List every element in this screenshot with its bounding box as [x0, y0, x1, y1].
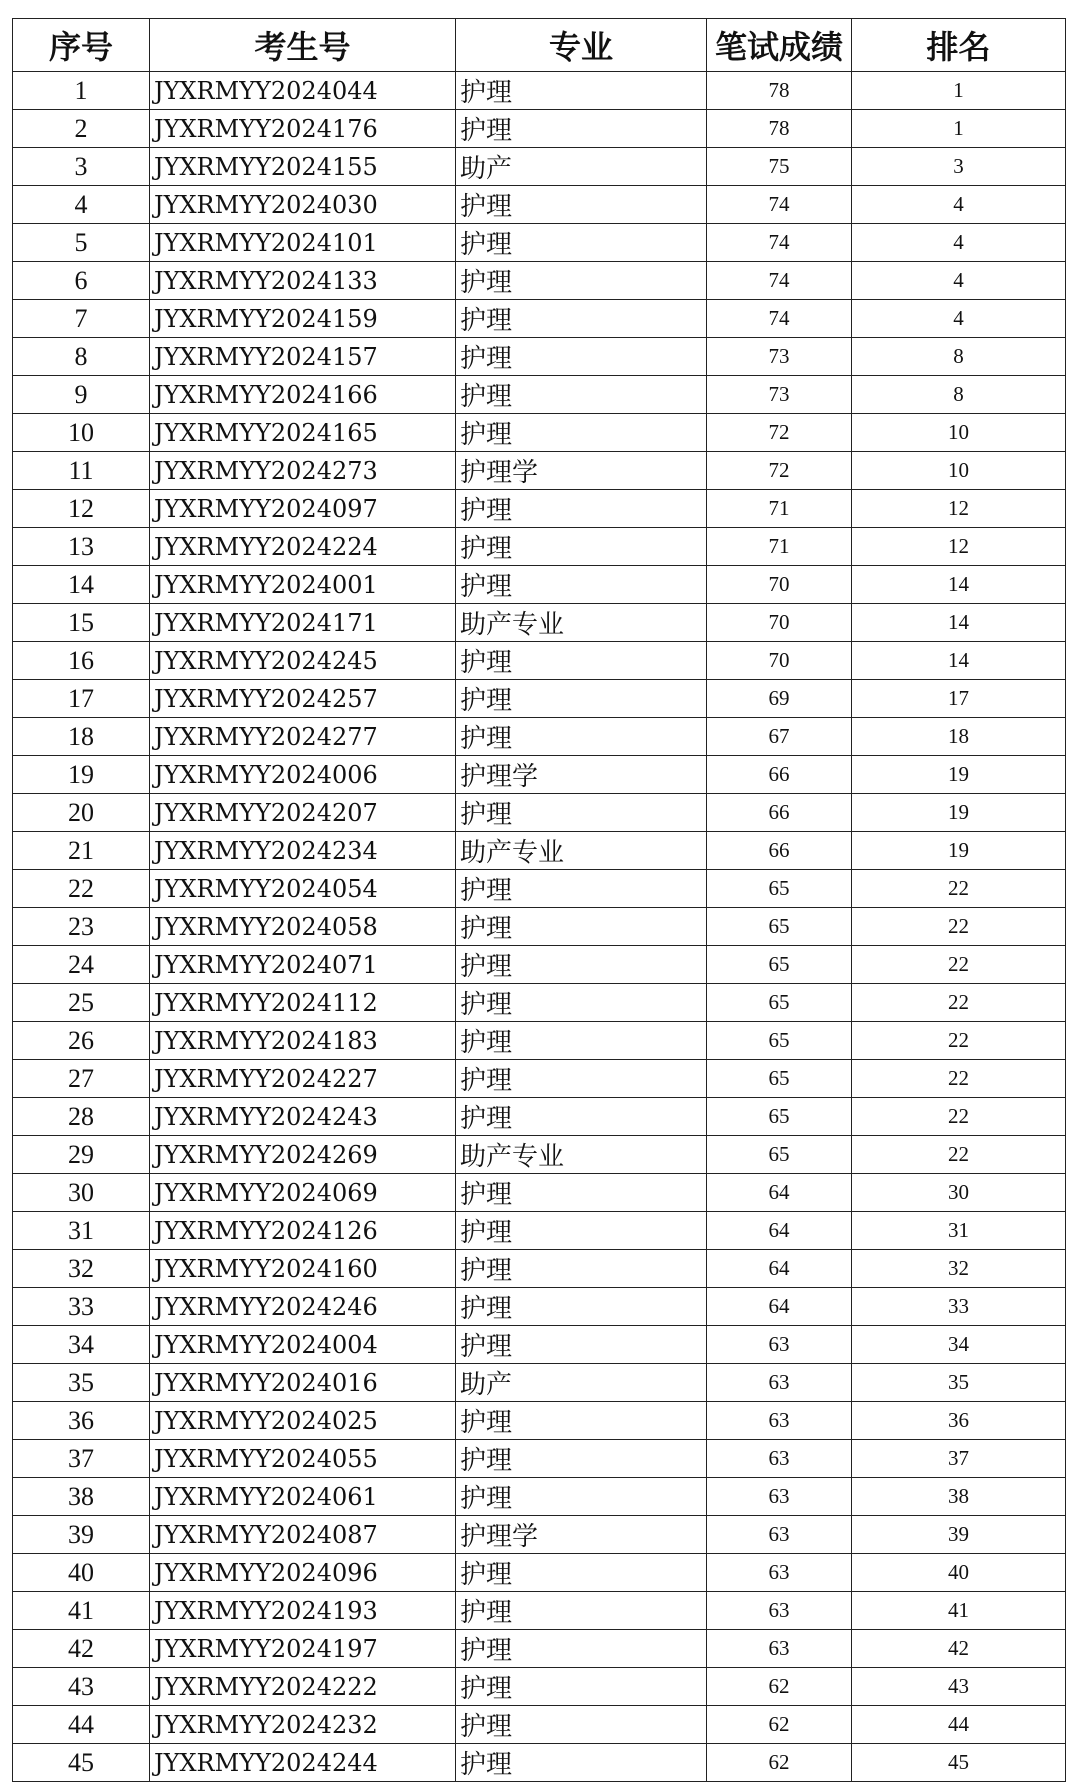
cell-score: 63: [707, 1402, 852, 1440]
cell-score: 63: [707, 1440, 852, 1478]
cell-rank: 19: [852, 832, 1066, 870]
cell-score: 65: [707, 1136, 852, 1174]
cell-rank: 35: [852, 1364, 1066, 1402]
cell-rank: 34: [852, 1326, 1066, 1364]
cell-score: 63: [707, 1478, 852, 1516]
cell-score: 63: [707, 1516, 852, 1554]
cell-seq: 16: [13, 642, 150, 680]
cell-rank: 17: [852, 680, 1066, 718]
cell-major: 护理: [456, 300, 707, 338]
cell-score: 78: [707, 72, 852, 110]
cell-rank: 45: [852, 1744, 1066, 1782]
cell-major: 护理: [456, 186, 707, 224]
cell-major: 护理: [456, 1022, 707, 1060]
cell-candidate-id: JYXRMYY2024058: [150, 908, 456, 946]
table-row: [13, 110, 1066, 148]
cell-candidate-id: JYXRMYY2024207: [150, 794, 456, 832]
cell-major: 护理: [456, 794, 707, 832]
cell-score: 65: [707, 870, 852, 908]
cell-score: 71: [707, 528, 852, 566]
cell-candidate-id: JYXRMYY2024245: [150, 642, 456, 680]
cell-rank: 22: [852, 1022, 1066, 1060]
cell-score: 64: [707, 1212, 852, 1250]
cell-major: 护理: [456, 680, 707, 718]
table-row: [13, 1744, 1066, 1782]
cell-score: 70: [707, 642, 852, 680]
cell-rank: 41: [852, 1592, 1066, 1630]
cell-rank: 22: [852, 984, 1066, 1022]
cell-major: 护理学: [456, 1516, 707, 1554]
table-row: [13, 452, 1066, 490]
cell-seq: 7: [13, 300, 150, 338]
table-row: [13, 148, 1066, 186]
cell-major: 护理: [456, 262, 707, 300]
cell-candidate-id: JYXRMYY2024101: [150, 224, 456, 262]
cell-candidate-id: JYXRMYY2024166: [150, 376, 456, 414]
cell-candidate-id: JYXRMYY2024160: [150, 1250, 456, 1288]
cell-score: 75: [707, 148, 852, 186]
cell-major: 助产专业: [456, 832, 707, 870]
cell-candidate-id: JYXRMYY2024054: [150, 870, 456, 908]
cell-major: 护理: [456, 1668, 707, 1706]
cell-major: 护理: [456, 1440, 707, 1478]
cell-candidate-id: JYXRMYY2024222: [150, 1668, 456, 1706]
table-row: [13, 1212, 1066, 1250]
cell-score: 73: [707, 376, 852, 414]
cell-seq: 38: [13, 1478, 150, 1516]
cell-rank: 19: [852, 756, 1066, 794]
cell-score: 74: [707, 262, 852, 300]
cell-score: 67: [707, 718, 852, 756]
cell-seq: 17: [13, 680, 150, 718]
cell-seq: 13: [13, 528, 150, 566]
cell-rank: 8: [852, 338, 1066, 376]
cell-major: 护理: [456, 1288, 707, 1326]
cell-candidate-id: JYXRMYY2024006: [150, 756, 456, 794]
cell-rank: 22: [852, 1098, 1066, 1136]
cell-seq: 12: [13, 490, 150, 528]
cell-seq: 29: [13, 1136, 150, 1174]
cell-major: 护理: [456, 1744, 707, 1782]
cell-major: 护理: [456, 566, 707, 604]
cell-major: 护理: [456, 1098, 707, 1136]
table-row: [13, 984, 1066, 1022]
cell-major: 护理: [456, 1402, 707, 1440]
cell-seq: 40: [13, 1554, 150, 1592]
cell-rank: 18: [852, 718, 1066, 756]
cell-score: 69: [707, 680, 852, 718]
cell-candidate-id: JYXRMYY2024112: [150, 984, 456, 1022]
score-table: [12, 18, 1066, 1782]
cell-major: 护理: [456, 908, 707, 946]
header-candidate-id: 考生号: [150, 19, 456, 72]
table-row: [13, 1022, 1066, 1060]
table-row: [13, 1288, 1066, 1326]
cell-score: 66: [707, 832, 852, 870]
header-row: [13, 19, 1066, 72]
cell-score: 65: [707, 1022, 852, 1060]
cell-rank: 22: [852, 946, 1066, 984]
cell-seq: 4: [13, 186, 150, 224]
cell-major: 护理: [456, 1592, 707, 1630]
cell-seq: 9: [13, 376, 150, 414]
table-row: [13, 680, 1066, 718]
cell-seq: 45: [13, 1744, 150, 1782]
cell-score: 66: [707, 756, 852, 794]
table-row: [13, 262, 1066, 300]
cell-rank: 22: [852, 870, 1066, 908]
cell-rank: 14: [852, 642, 1066, 680]
cell-score: 72: [707, 452, 852, 490]
cell-candidate-id: JYXRMYY2024016: [150, 1364, 456, 1402]
table-row: [13, 756, 1066, 794]
cell-rank: 37: [852, 1440, 1066, 1478]
cell-candidate-id: JYXRMYY2024157: [150, 338, 456, 376]
cell-seq: 37: [13, 1440, 150, 1478]
cell-seq: 19: [13, 756, 150, 794]
cell-major: 护理: [456, 1174, 707, 1212]
cell-seq: 10: [13, 414, 150, 452]
cell-major: 护理: [456, 642, 707, 680]
cell-rank: 4: [852, 262, 1066, 300]
cell-score: 64: [707, 1174, 852, 1212]
cell-candidate-id: JYXRMYY2024246: [150, 1288, 456, 1326]
cell-candidate-id: JYXRMYY2024224: [150, 528, 456, 566]
cell-seq: 43: [13, 1668, 150, 1706]
cell-candidate-id: JYXRMYY2024071: [150, 946, 456, 984]
cell-seq: 24: [13, 946, 150, 984]
cell-candidate-id: JYXRMYY2024171: [150, 604, 456, 642]
cell-rank: 12: [852, 528, 1066, 566]
cell-score: 63: [707, 1592, 852, 1630]
cell-candidate-id: JYXRMYY2024244: [150, 1744, 456, 1782]
table-row: [13, 1136, 1066, 1174]
cell-candidate-id: JYXRMYY2024097: [150, 490, 456, 528]
table-row: [13, 1364, 1066, 1402]
cell-candidate-id: JYXRMYY2024165: [150, 414, 456, 452]
cell-seq: 42: [13, 1630, 150, 1668]
cell-rank: 3: [852, 148, 1066, 186]
cell-score: 72: [707, 414, 852, 452]
cell-rank: 4: [852, 224, 1066, 262]
table-row: [13, 1630, 1066, 1668]
table-row: [13, 1250, 1066, 1288]
cell-score: 64: [707, 1250, 852, 1288]
cell-rank: 30: [852, 1174, 1066, 1212]
cell-seq: 36: [13, 1402, 150, 1440]
cell-score: 65: [707, 908, 852, 946]
cell-score: 78: [707, 110, 852, 148]
cell-major: 助产专业: [456, 604, 707, 642]
cell-rank: 12: [852, 490, 1066, 528]
cell-major: 护理: [456, 72, 707, 110]
table-row: [13, 1174, 1066, 1212]
cell-seq: 2: [13, 110, 150, 148]
cell-candidate-id: JYXRMYY2024044: [150, 72, 456, 110]
cell-seq: 18: [13, 718, 150, 756]
table-row: [13, 1668, 1066, 1706]
cell-seq: 35: [13, 1364, 150, 1402]
table-row: [13, 642, 1066, 680]
cell-candidate-id: JYXRMYY2024273: [150, 452, 456, 490]
cell-rank: 1: [852, 110, 1066, 148]
table-row: [13, 338, 1066, 376]
table-row: [13, 1516, 1066, 1554]
table-row: [13, 1554, 1066, 1592]
header-score: 笔试成绩: [707, 19, 852, 72]
cell-major: 助产专业: [456, 1136, 707, 1174]
table-row: [13, 1592, 1066, 1630]
cell-major: 护理: [456, 1250, 707, 1288]
cell-score: 66: [707, 794, 852, 832]
cell-seq: 26: [13, 1022, 150, 1060]
cell-candidate-id: JYXRMYY2024004: [150, 1326, 456, 1364]
cell-rank: 22: [852, 1060, 1066, 1098]
cell-major: 护理: [456, 338, 707, 376]
cell-candidate-id: JYXRMYY2024126: [150, 1212, 456, 1250]
cell-major: 护理: [456, 1554, 707, 1592]
cell-seq: 25: [13, 984, 150, 1022]
cell-major: 助产: [456, 148, 707, 186]
cell-major: 护理: [456, 224, 707, 262]
table-row: [13, 604, 1066, 642]
cell-rank: 33: [852, 1288, 1066, 1326]
table-row: [13, 528, 1066, 566]
cell-rank: 32: [852, 1250, 1066, 1288]
cell-major: 护理学: [456, 452, 707, 490]
cell-candidate-id: JYXRMYY2024257: [150, 680, 456, 718]
cell-score: 64: [707, 1288, 852, 1326]
cell-seq: 11: [13, 452, 150, 490]
cell-rank: 14: [852, 566, 1066, 604]
cell-candidate-id: JYXRMYY2024227: [150, 1060, 456, 1098]
cell-seq: 6: [13, 262, 150, 300]
cell-seq: 20: [13, 794, 150, 832]
header-seq: 序号: [13, 19, 150, 72]
cell-score: 62: [707, 1706, 852, 1744]
table-row: [13, 1440, 1066, 1478]
cell-candidate-id: JYXRMYY2024183: [150, 1022, 456, 1060]
cell-candidate-id: JYXRMYY2024025: [150, 1402, 456, 1440]
cell-seq: 33: [13, 1288, 150, 1326]
cell-candidate-id: JYXRMYY2024243: [150, 1098, 456, 1136]
cell-major: 护理: [456, 110, 707, 148]
cell-seq: 31: [13, 1212, 150, 1250]
cell-seq: 3: [13, 148, 150, 186]
table-row: [13, 1478, 1066, 1516]
cell-rank: 22: [852, 1136, 1066, 1174]
cell-major: 护理: [456, 718, 707, 756]
cell-candidate-id: JYXRMYY2024159: [150, 300, 456, 338]
cell-rank: 8: [852, 376, 1066, 414]
cell-candidate-id: JYXRMYY2024096: [150, 1554, 456, 1592]
cell-rank: 10: [852, 452, 1066, 490]
cell-major: 护理: [456, 946, 707, 984]
cell-rank: 39: [852, 1516, 1066, 1554]
cell-score: 65: [707, 1098, 852, 1136]
cell-candidate-id: JYXRMYY2024069: [150, 1174, 456, 1212]
cell-candidate-id: JYXRMYY2024030: [150, 186, 456, 224]
cell-score: 74: [707, 186, 852, 224]
cell-seq: 32: [13, 1250, 150, 1288]
cell-score: 63: [707, 1326, 852, 1364]
cell-rank: 43: [852, 1668, 1066, 1706]
header-major: 专业: [456, 19, 707, 72]
cell-score: 63: [707, 1554, 852, 1592]
cell-rank: 14: [852, 604, 1066, 642]
cell-seq: 23: [13, 908, 150, 946]
cell-major: 护理: [456, 870, 707, 908]
cell-seq: 22: [13, 870, 150, 908]
cell-seq: 39: [13, 1516, 150, 1554]
cell-seq: 44: [13, 1706, 150, 1744]
cell-major: 护理: [456, 414, 707, 452]
cell-rank: 40: [852, 1554, 1066, 1592]
cell-candidate-id: JYXRMYY2024269: [150, 1136, 456, 1174]
cell-candidate-id: JYXRMYY2024193: [150, 1592, 456, 1630]
cell-score: 62: [707, 1744, 852, 1782]
cell-candidate-id: JYXRMYY2024055: [150, 1440, 456, 1478]
cell-score: 63: [707, 1364, 852, 1402]
cell-seq: 5: [13, 224, 150, 262]
table-row: [13, 414, 1066, 452]
cell-candidate-id: JYXRMYY2024197: [150, 1630, 456, 1668]
cell-candidate-id: JYXRMYY2024277: [150, 718, 456, 756]
table-row: [13, 186, 1066, 224]
cell-major: 护理: [456, 1630, 707, 1668]
table-row: [13, 908, 1066, 946]
cell-major: 护理: [456, 984, 707, 1022]
table-row: [13, 794, 1066, 832]
cell-seq: 21: [13, 832, 150, 870]
cell-candidate-id: JYXRMYY2024176: [150, 110, 456, 148]
cell-score: 74: [707, 224, 852, 262]
table-row: [13, 870, 1066, 908]
cell-rank: 36: [852, 1402, 1066, 1440]
cell-rank: 22: [852, 908, 1066, 946]
cell-rank: 31: [852, 1212, 1066, 1250]
table-row: [13, 566, 1066, 604]
cell-major: 助产: [456, 1364, 707, 1402]
cell-seq: 14: [13, 566, 150, 604]
cell-seq: 8: [13, 338, 150, 376]
cell-major: 护理: [456, 1706, 707, 1744]
cell-rank: 1: [852, 72, 1066, 110]
cell-score: 73: [707, 338, 852, 376]
cell-major: 护理: [456, 1060, 707, 1098]
cell-seq: 28: [13, 1098, 150, 1136]
table-row: [13, 490, 1066, 528]
cell-score: 62: [707, 1668, 852, 1706]
cell-candidate-id: JYXRMYY2024133: [150, 262, 456, 300]
table-row: [13, 1402, 1066, 1440]
cell-major: 护理: [456, 376, 707, 414]
cell-major: 护理: [456, 1212, 707, 1250]
cell-major: 护理学: [456, 756, 707, 794]
cell-rank: 38: [852, 1478, 1066, 1516]
cell-seq: 27: [13, 1060, 150, 1098]
table-row: [13, 1326, 1066, 1364]
cell-seq: 1: [13, 72, 150, 110]
table-body: [13, 72, 1066, 1782]
cell-candidate-id: JYXRMYY2024155: [150, 148, 456, 186]
table-row: [13, 946, 1066, 984]
cell-seq: 34: [13, 1326, 150, 1364]
table-row: [13, 1098, 1066, 1136]
cell-candidate-id: JYXRMYY2024001: [150, 566, 456, 604]
cell-rank: 44: [852, 1706, 1066, 1744]
cell-score: 74: [707, 300, 852, 338]
cell-major: 护理: [456, 1478, 707, 1516]
table-row: [13, 72, 1066, 110]
cell-major: 护理: [456, 528, 707, 566]
cell-score: 71: [707, 490, 852, 528]
cell-candidate-id: JYXRMYY2024087: [150, 1516, 456, 1554]
cell-rank: 4: [852, 300, 1066, 338]
table-row: [13, 376, 1066, 414]
header-rank: 排名: [852, 19, 1066, 72]
cell-rank: 42: [852, 1630, 1066, 1668]
cell-score: 70: [707, 604, 852, 642]
cell-rank: 19: [852, 794, 1066, 832]
table-row: [13, 718, 1066, 756]
table-row: [13, 832, 1066, 870]
cell-major: 护理: [456, 1326, 707, 1364]
cell-rank: 4: [852, 186, 1066, 224]
cell-candidate-id: JYXRMYY2024234: [150, 832, 456, 870]
cell-score: 65: [707, 984, 852, 1022]
table-row: [13, 1706, 1066, 1744]
table-row: [13, 300, 1066, 338]
cell-candidate-id: JYXRMYY2024061: [150, 1478, 456, 1516]
cell-seq: 41: [13, 1592, 150, 1630]
table-row: [13, 224, 1066, 262]
cell-score: 63: [707, 1630, 852, 1668]
cell-rank: 10: [852, 414, 1066, 452]
cell-score: 65: [707, 1060, 852, 1098]
cell-major: 护理: [456, 490, 707, 528]
cell-score: 65: [707, 946, 852, 984]
table-row: [13, 1060, 1066, 1098]
cell-seq: 30: [13, 1174, 150, 1212]
cell-candidate-id: JYXRMYY2024232: [150, 1706, 456, 1744]
cell-score: 70: [707, 566, 852, 604]
cell-seq: 15: [13, 604, 150, 642]
